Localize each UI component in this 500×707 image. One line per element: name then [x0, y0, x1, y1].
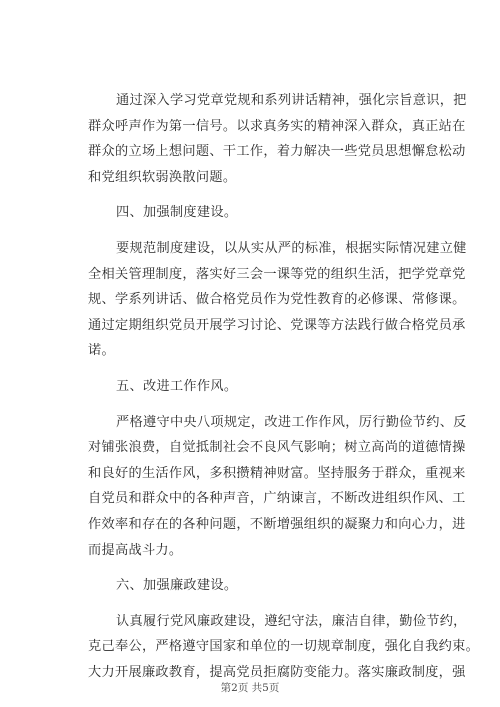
text-line: 自党员和群众中的各种声音，广纳谏言，不断改进组织作风、工 [88, 491, 466, 507]
text-line: 要规范制度建设，以从实从严的标准，根据实际情况建立健 [116, 240, 467, 256]
text-line: 全相关管理制度，落实好三会一课等党的组织生活，把学党章党 [88, 266, 466, 282]
text-line: 大力开展廉政教育，提高党员拒腐防变能力。落实廉政制度，强 [88, 664, 466, 680]
paragraph-style [88, 410, 467, 564]
text-line: 和良好的生活作风，多积攒精神财富。坚持服务于群众，重视来 [88, 465, 466, 481]
text-line: 群众的立场上想问题、干工作，着力解决一些党员思想懈怠松动 [88, 144, 466, 160]
text-line: 作效率和存在的各种问题，不断增强组织的凝聚力和向心力，进 [88, 516, 466, 532]
paragraph-study [88, 88, 467, 190]
text-line: 规、学系列讲话、做合格党员作为党性教育的必修课、常修课。 [88, 292, 466, 308]
text-line: 诺。 [88, 343, 115, 359]
text-line: 克己奉公，严格遵守国家和单位的一切规章制度，强化自我约束。 [88, 639, 480, 655]
section-heading-4: 四、加强制度建设。 [116, 205, 238, 221]
section-heading-5: 五、改进工作作风。 [116, 378, 238, 394]
text-line: 通过深入学习党章党规和系列讲话精神，强化宗旨意识，把 [116, 93, 467, 108]
text-line: 群众呼声作为第一信号。以求真务实的精神深入群众，真正站在 [88, 118, 466, 134]
text-line: 和党组织软弱涣散问题。 [88, 169, 237, 185]
text-line: 而提高战斗力。 [88, 542, 183, 558]
page-number-footer: 第2页 共5页 [220, 682, 280, 694]
text-line: 认真履行党风廉政建设，遵纪守法，廉洁自律，勤俭节约， [116, 613, 467, 629]
section-heading-6: 六、加强廉政建设。 [116, 578, 238, 594]
text-line: 严格遵守中央八项规定，改进工作作风，厉行勤俭节约、反 [116, 414, 467, 430]
text-line: 对铺张浪费，自觉抵制社会不良风气影响；树立高尚的道德情操 [88, 440, 466, 456]
text-line: 通过定期组织党员开展学习讨论、党课等方法践行做合格党员承 [88, 317, 466, 333]
document-body [88, 88, 480, 695]
paragraph-integrity [88, 609, 480, 686]
paragraph-system [88, 236, 467, 364]
